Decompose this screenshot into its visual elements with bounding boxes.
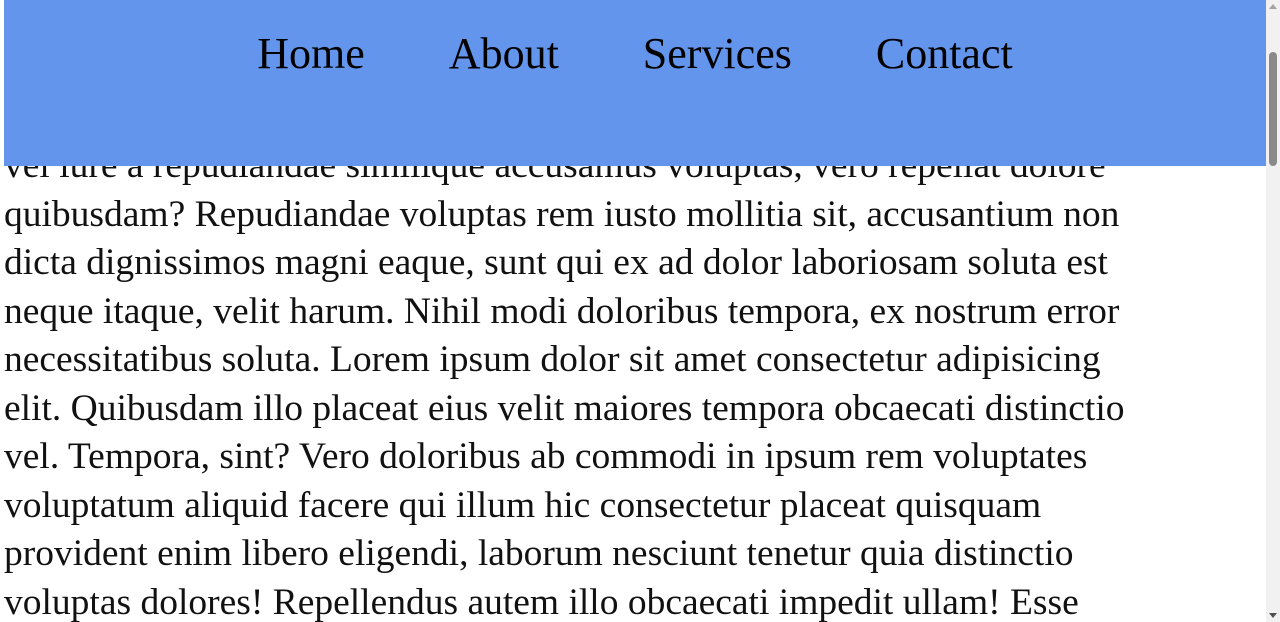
- article-line: quibusdam? Repudiandae voluptas rem iusto mollitia sit, accusantium non: [4, 193, 1120, 235]
- scroll-thumb[interactable]: [1269, 52, 1277, 166]
- nav-list: [4, 25, 1266, 83]
- nav-link-about[interactable]: About: [448, 29, 559, 78]
- top-navbar: [4, 0, 1266, 166]
- article-line: elit. Quibusdam illo placeat eius velit maiores tempora obcaecati distinctio: [4, 387, 1125, 429]
- article-line: voluptatum aliquid facere qui illum hic consectetur placeat quisquam: [4, 484, 1042, 526]
- scroll-up-arrow-icon[interactable]: [1269, 4, 1277, 9]
- article-line: neque itaque, velit harum. Nihil modi doloribus tempora, ex nostrum error: [4, 290, 1120, 332]
- article-line: vel. Tempora, sint? Vero doloribus ab commodi in ipsum rem voluptates: [4, 436, 1088, 477]
- article-line: provident enim libero eligendi, laborum nesciunt tenetur quia distinctio: [4, 533, 1074, 574]
- nav-link-home[interactable]: Home: [257, 29, 365, 78]
- article-text: [4, 142, 1266, 622]
- scroll-down-arrow-icon[interactable]: [1269, 613, 1277, 618]
- article-line: voluptas dolores! Repellendus autem illo obcaecati impedit ullam! Esse: [4, 581, 1079, 622]
- article-line: dicta dignissimos magni eaque, sunt qui ex ad dolor laboriosam soluta est: [4, 242, 1108, 283]
- nav-link-contact[interactable]: Contact: [875, 29, 1013, 78]
- vertical-scrollbar[interactable]: [1266, 0, 1280, 622]
- nav-link-services[interactable]: Services: [642, 29, 792, 78]
- article-line: necessitatibus soluta. Lorem ipsum dolor sit amet consectetur adipisicing: [4, 339, 1101, 380]
